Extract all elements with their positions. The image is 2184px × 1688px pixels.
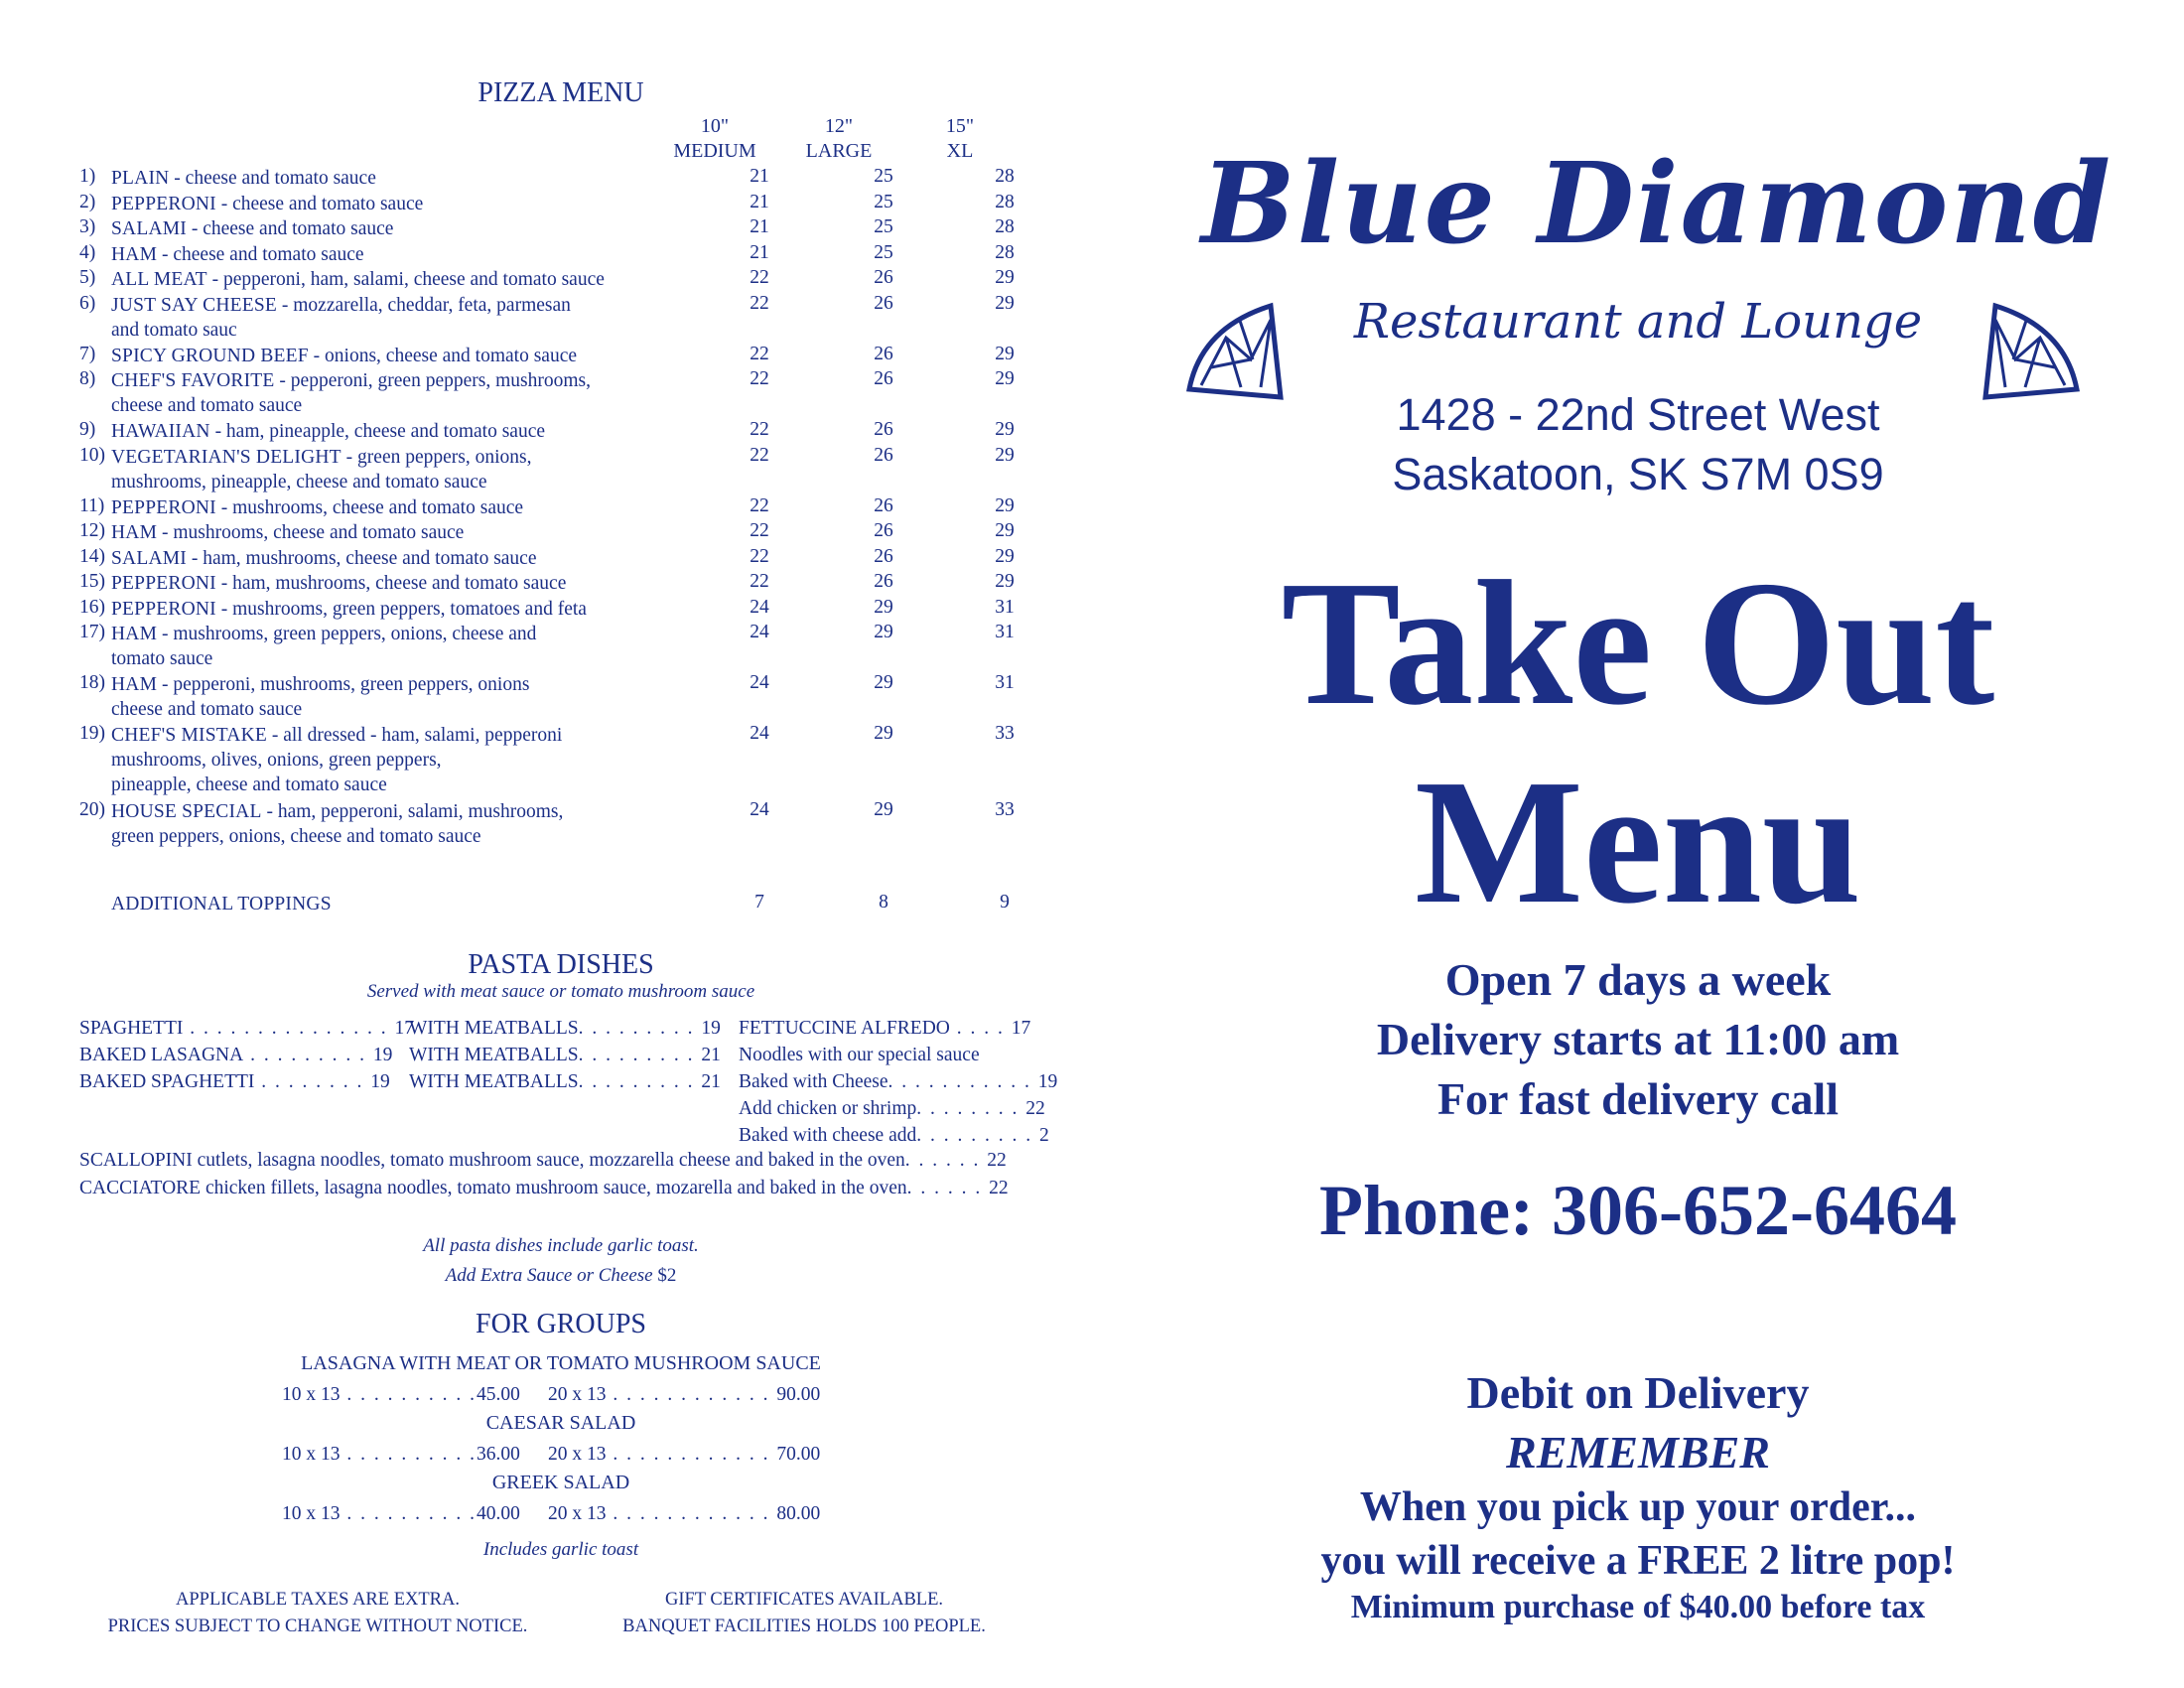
pizza-item-name: PEPPERONI: [111, 573, 216, 594]
price-xl: 28: [995, 191, 1015, 212]
price-large: 26: [874, 494, 893, 516]
price-medium: 22: [750, 520, 769, 541]
size-xl-name: XL: [946, 140, 974, 162]
phone-number: Phone: 306-652-6464: [1319, 1171, 1957, 1250]
pizza-item-description: [111, 166, 727, 191]
pizza-item-description: [111, 344, 727, 368]
pizza-item-number: 12): [79, 520, 105, 541]
price-medium: 24: [750, 723, 769, 744]
pizza-item-description: [111, 267, 727, 292]
promo-line-3: Minimum purchase of $40.00 before tax: [1350, 1589, 1926, 1625]
price-xl: 29: [995, 545, 1015, 567]
address-line-2: Saskatoon, SK S7M 0S9: [1392, 449, 1884, 499]
pizza-item-toppings: - pepperoni, mushrooms, green peppers, onions: [157, 674, 530, 695]
additional-toppings-label: ADDITIONAL TOPPINGS: [111, 894, 332, 914]
price-medium: 22: [750, 368, 769, 389]
fast-delivery: For fast delivery call: [1436, 1073, 1840, 1124]
pasta-item: WITH MEATBALLS. . . . . . . . . 21: [409, 1045, 721, 1065]
pizza-item-name: ALL MEAT: [111, 269, 207, 290]
price-large: 26: [874, 419, 893, 440]
groups-title: FOR GROUPS: [476, 1309, 646, 1339]
logo-subtitle: Restaurant and Lounge: [1353, 294, 1923, 350]
promo-line-2: you will receive a FREE 2 litre pop!: [1320, 1538, 1956, 1584]
pizza-item-toppings: - mushrooms, green peppers, tomatoes and feta: [215, 598, 587, 620]
cover-panel: [1092, 0, 2184, 1688]
pizza-item-name: PEPPERONI: [111, 598, 216, 620]
pizza-item-number: 10): [79, 444, 105, 466]
price-large: 26: [874, 292, 893, 314]
price-xl: 9: [1000, 892, 1010, 913]
pizza-item-name: SALAMI: [111, 218, 187, 239]
price-xl: 29: [995, 419, 1015, 440]
logo-title: Blue Diamond: [1201, 139, 2114, 269]
pizza-item-toppings: - ham, pepperoni, salami, mushrooms,: [261, 800, 564, 822]
pizza-item-name: CHEF'S MISTAKE: [111, 725, 267, 746]
price-xl: 29: [995, 520, 1015, 541]
pizza-item-toppings-cont: mushrooms, olives, onions, green peppers,: [111, 750, 442, 771]
price-medium: 24: [750, 622, 769, 642]
price-large: 25: [874, 191, 893, 212]
price-medium: 21: [750, 166, 769, 187]
group-lasagna-title: LASAGNA WITH MEAT OR TOMATO MUSHROOM SAUCE: [301, 1352, 821, 1374]
price-xl: 29: [995, 368, 1015, 389]
size-medium-name: MEDIUM: [673, 140, 756, 162]
pasta-item: Noodles with our special sauce: [739, 1045, 980, 1065]
price-medium: 22: [750, 419, 769, 440]
pizza-item-name: SPICY GROUND BEEF: [111, 345, 309, 366]
pizza-item-toppings-cont: and tomato sauc: [111, 319, 237, 341]
price-medium: 22: [750, 267, 769, 288]
price-xl: 29: [995, 267, 1015, 288]
pasta-item: Baked with Cheese. . . . . . . . . . . 19: [739, 1071, 1058, 1092]
pizza-item-description: [111, 293, 727, 343]
promo-line-1: When you pick up your order...: [1359, 1484, 1917, 1530]
price-medium: 22: [750, 571, 769, 592]
pizza-item-toppings: - cheese and tomato sauce: [215, 193, 424, 214]
pizza-item-description: [111, 419, 727, 444]
pizza-item-number: 14): [79, 545, 105, 567]
pasta-item: FETTUCCINE ALFREDO . . . . 17: [739, 1018, 1031, 1039]
pizza-item-number: 7): [79, 343, 96, 364]
size-large-inch: 12": [824, 115, 854, 137]
price-medium: 22: [750, 494, 769, 516]
pizza-item-number: 16): [79, 596, 105, 618]
pizza-item-description: [111, 216, 727, 241]
price-medium: 22: [750, 343, 769, 364]
pizza-item-name: HAWAIIAN: [111, 421, 210, 442]
price-large: 29: [874, 622, 893, 642]
pasta-col-1: [79, 1015, 414, 1095]
pizza-item-name: HAM: [111, 674, 158, 695]
group-lasagna-large: 20 x 13 . . . . . . . . . . . . 90.00: [548, 1384, 821, 1405]
pizza-item-toppings-cont: mushrooms, pineapple, cheese and tomato sauce: [111, 471, 487, 492]
pizza-item-description: [111, 368, 727, 418]
address-line-1: 1428 - 22nd Street West: [1396, 389, 1880, 440]
pasta-col-2: [409, 1015, 721, 1095]
pizza-item-name: PEPPERONI: [111, 496, 216, 518]
pizza-item-name: HAM: [111, 243, 158, 265]
price-large: 26: [874, 444, 893, 466]
pasta-col-3: [739, 1015, 1057, 1149]
price-xl: 28: [995, 241, 1015, 263]
price-medium: 24: [750, 672, 769, 693]
pizza-item-number: 4): [79, 241, 96, 263]
pasta-subtitle: Served with meat sauce or tomato mushroom sauce: [366, 981, 755, 1002]
group-caesar-large: 20 x 13 . . . . . . . . . . . . 70.00: [548, 1444, 821, 1465]
pizza-item-name: HOUSE SPECIAL: [111, 800, 262, 822]
pizza-item-toppings-cont: tomato sauce: [111, 648, 213, 669]
price-large: 26: [874, 520, 893, 541]
pizza-item-number: 11): [79, 494, 105, 516]
group-caesar-small: 10 x 13 . . . . . . . . . .36.00: [282, 1444, 520, 1465]
pizza-item-description: [111, 672, 727, 722]
price-large: 26: [874, 545, 893, 567]
pizza-item-description: [111, 520, 727, 545]
price-large: 26: [874, 368, 893, 389]
pizza-item-toppings: - pepperoni, green peppers, mushrooms,: [274, 370, 591, 391]
pizza-item-toppings-cont: green peppers, onions, cheese and tomato sauce: [111, 825, 481, 847]
pizza-item-toppings: - cheese and tomato sauce: [169, 168, 376, 189]
price-xl: 29: [995, 343, 1015, 364]
pizza-item-description: [111, 597, 727, 622]
pizza-item-toppings-cont: cheese and tomato sauce: [111, 699, 303, 720]
price-large: 29: [874, 798, 893, 820]
pizza-item-number: 20): [79, 798, 105, 820]
size-medium-header: [660, 114, 769, 164]
debit-delivery: Debit on Delivery: [1466, 1367, 1810, 1418]
pasta-note-extra: Add Extra Sauce or Cheese $2: [445, 1265, 677, 1286]
remember-heading: REMEMBER: [1506, 1427, 1770, 1477]
pasta-item: BAKED LASAGNA . . . . . . . . . 19: [79, 1045, 393, 1065]
pizza-item-number: 15): [79, 571, 105, 592]
pizza-item-description: [111, 242, 727, 267]
pizza-item-toppings: - ham, mushrooms, cheese and tomato sauce: [186, 547, 537, 569]
pizza-item-name: VEGETARIAN'S DELIGHT: [111, 446, 341, 468]
size-large-header: [784, 114, 893, 164]
footer-banquet: BANQUET FACILITIES HOLDS 100 PEOPLE.: [622, 1617, 986, 1636]
pizza-item-number: 3): [79, 216, 96, 237]
group-caesar-title: CAESAR SALAD: [485, 1412, 636, 1434]
price-xl: 28: [995, 216, 1015, 237]
pizza-item-description: [111, 495, 727, 520]
scallopini-item: SCALLOPINI cutlets, lasagna noodles, tomato mushroom sauce, mozzarella cheese and baked in the oven. . . . . . 22: [79, 1150, 1007, 1171]
pizza-item-toppings: - ham, pineapple, cheese and tomato sauce: [209, 421, 546, 442]
pizza-item-number: 6): [79, 292, 96, 314]
pizza-item-number: 19): [79, 723, 105, 744]
price-xl: 28: [995, 166, 1015, 187]
price-large: 26: [874, 571, 893, 592]
price-xl: 33: [995, 723, 1015, 744]
groups-note: Includes garlic toast: [482, 1539, 639, 1560]
pizza-item-number: 1): [79, 166, 96, 187]
price-xl: 29: [995, 494, 1015, 516]
group-lasagna-small: 10 x 13 . . . . . . . . . .45.00: [282, 1384, 520, 1405]
diamond-right-icon: [1976, 298, 2085, 407]
price-xl: 29: [995, 292, 1015, 314]
delivery-start: Delivery starts at 11:00 am: [1376, 1014, 1900, 1064]
price-large: 29: [874, 596, 893, 618]
pasta-item: WITH MEATBALLS. . . . . . . . . 21: [409, 1071, 721, 1092]
pasta-item: Add chicken or shrimp. . . . . . . . 22: [739, 1098, 1045, 1119]
pizza-item-number: 18): [79, 672, 105, 693]
pizza-item-name: PEPPERONI: [111, 193, 216, 214]
price-medium: 21: [750, 241, 769, 263]
pizza-item-description: [111, 546, 727, 571]
pizza-item-toppings: - cheese and tomato sauce: [186, 218, 394, 239]
price-xl: 29: [995, 571, 1015, 592]
pizza-item-name: HAM: [111, 522, 158, 543]
price-large: 8: [879, 892, 888, 913]
pizza-item-toppings: - green peppers, onions,: [341, 446, 532, 468]
size-xl-inch: 15": [945, 115, 975, 137]
pizza-item-description: [111, 192, 727, 216]
pizza-item-toppings: - mushrooms, green peppers, onions, cheese and: [157, 624, 537, 644]
group-greek-small: 10 x 13 . . . . . . . . . .40.00: [282, 1503, 520, 1524]
headline-take-out: Take Out: [1281, 544, 1995, 742]
pizza-item-number: 2): [79, 191, 96, 212]
size-large-name: LARGE: [805, 140, 873, 162]
price-medium: 22: [750, 444, 769, 466]
price-xl: 31: [995, 672, 1015, 693]
pizza-item-name: PLAIN: [111, 168, 170, 189]
price-medium: 21: [750, 191, 769, 212]
pasta-note-garlic: All pasta dishes include garlic toast.: [423, 1235, 699, 1256]
open-days: Open 7 days a week: [1444, 954, 1832, 1005]
price-medium: 7: [754, 892, 764, 913]
footer-right: [566, 1587, 1042, 1640]
group-greek-title: GREEK SALAD: [491, 1472, 630, 1493]
pizza-item-toppings: - mushrooms, cheese and tomato sauce: [157, 522, 465, 543]
price-large: 25: [874, 166, 893, 187]
headline-menu: Menu: [1415, 743, 1861, 940]
price-medium: 24: [750, 798, 769, 820]
price-large: 29: [874, 672, 893, 693]
size-xl-header: [905, 114, 1015, 164]
pizza-item-toppings: - mozzarella, cheddar, feta, parmesan: [277, 294, 571, 316]
pizza-item-description: [111, 799, 727, 849]
pizza-item-toppings: - ham, mushrooms, cheese and tomato sauce: [215, 573, 567, 594]
price-xl: 29: [995, 444, 1015, 466]
size-medium-inch: 10": [700, 115, 730, 137]
price-xl: 33: [995, 798, 1015, 820]
pasta-title: PASTA DISHES: [468, 949, 654, 980]
pizza-item-toppings: - cheese and tomato sauce: [157, 243, 364, 265]
price-large: 29: [874, 723, 893, 744]
pizza-item-number: 9): [79, 419, 96, 440]
price-medium: 21: [750, 216, 769, 237]
pizza-item-name: SALAMI: [111, 547, 187, 569]
pizza-item-description: [111, 571, 727, 596]
pizza-item-description: [111, 622, 727, 671]
price-medium: 22: [750, 292, 769, 314]
pizza-item-description: [111, 445, 727, 494]
diamond-left-icon: [1181, 298, 1291, 407]
price-large: 25: [874, 241, 893, 263]
pizza-item-name: CHEF'S FAVORITE: [111, 370, 275, 391]
pizza-item-toppings: - mushrooms, cheese and tomato sauce: [215, 496, 524, 518]
pizza-item-toppings: - pepperoni, ham, salami, cheese and tomato sauce: [206, 269, 605, 290]
footer-gift: GIFT CERTIFICATES AVAILABLE.: [664, 1590, 944, 1610]
group-greek-large: 20 x 13 . . . . . . . . . . . . 80.00: [548, 1503, 821, 1524]
pasta-item: WITH MEATBALLS. . . . . . . . . 19: [409, 1018, 721, 1039]
pizza-item-description: [111, 723, 727, 797]
footer-prices: PRICES SUBJECT TO CHANGE WITHOUT NOTICE.: [107, 1617, 528, 1636]
footer-taxes: APPLICABLE TAXES ARE EXTRA.: [176, 1590, 460, 1610]
pizza-item-number: 8): [79, 368, 96, 389]
price-medium: 22: [750, 545, 769, 567]
pizza-item-toppings-cont: pineapple, cheese and tomato sauce: [111, 774, 387, 795]
price-large: 25: [874, 216, 893, 237]
price-xl: 31: [995, 622, 1015, 642]
price-large: 26: [874, 267, 893, 288]
pizza-item-toppings: - all dressed - ham, salami, pepperoni: [266, 725, 563, 746]
pizza-item-toppings-cont: cheese and tomato sauce: [111, 395, 303, 416]
price-large: 26: [874, 343, 893, 364]
footer-left: [79, 1587, 556, 1640]
pizza-item-toppings: - onions, cheese and tomato sauce: [308, 345, 577, 366]
pizza-item-number: 17): [79, 622, 105, 642]
pizza-item-name: HAM: [111, 624, 158, 644]
pasta-item: SPAGHETTI . . . . . . . . . . . . . . . 17: [79, 1018, 414, 1039]
price-xl: 31: [995, 596, 1015, 618]
cacciatore-item: CACCIATORE chicken fillets, lasagna noodles, tomato mushroom sauce, mozarella and baked in the oven. . . . . . 22: [79, 1178, 1009, 1198]
pizza-item-number: 5): [79, 267, 96, 288]
pizza-menu-title: PIZZA MENU: [478, 77, 644, 108]
price-medium: 24: [750, 596, 769, 618]
pasta-item: Baked with cheese add. . . . . . . . . 2: [739, 1125, 1049, 1146]
pizza-item-name: JUST SAY CHEESE: [111, 294, 277, 316]
pasta-item: BAKED SPAGHETTI . . . . . . . . 19: [79, 1071, 390, 1092]
